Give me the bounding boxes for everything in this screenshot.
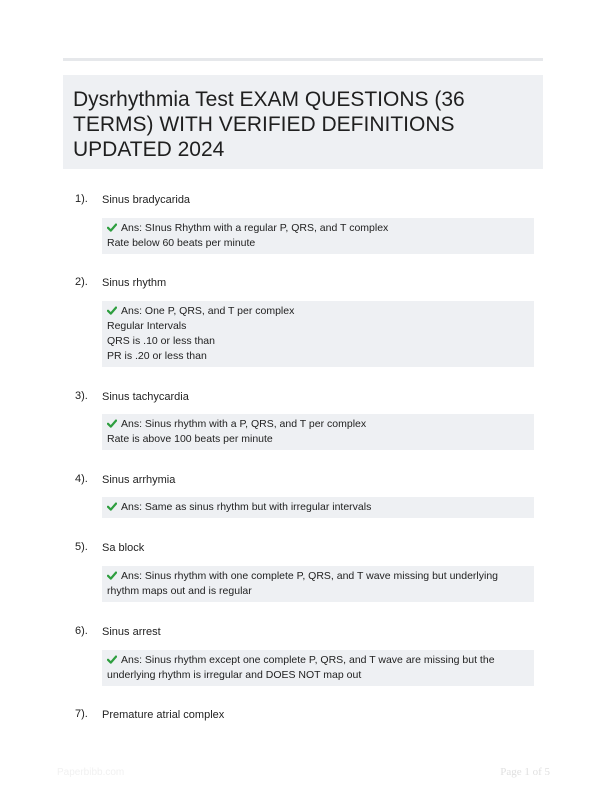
answer-line: rhythm maps out and is regular <box>107 585 252 597</box>
question-number: 7). <box>75 708 88 720</box>
question-number: 1). <box>75 193 88 205</box>
answer-line: Rate is above 100 beats per minute <box>107 433 273 445</box>
question-term: Premature atrial complex <box>102 709 225 721</box>
answer-line: QRS is .10 or less than <box>107 335 215 347</box>
answer-line: Ans: Sinus rhythm with one complete P, QRS, and T wave missing but underlying <box>107 569 528 584</box>
question-number: 6). <box>75 625 88 637</box>
check-icon <box>107 502 117 511</box>
answer-line: Ans: SInus Rhythm with a regular P, QRS, and T complex <box>107 221 528 236</box>
top-divider <box>63 58 543 61</box>
answer-box <box>102 497 534 518</box>
answer-box <box>102 650 534 686</box>
answer-line: Ans: Same as sinus rhythm but with irregular intervals <box>107 500 528 515</box>
answer-box <box>102 218 534 254</box>
question-term: Sinus arrhymia <box>102 474 176 486</box>
question-term: Sinus rhythm <box>102 277 167 289</box>
document-title: Dysrhythmia Test EXAM QUESTIONS (36 TERMS) WITH VERIFIED DEFINITIONS UPDATED 2024 <box>73 88 465 161</box>
answer-line: underlying rhythm is irregular and DOES NOT map out <box>107 669 362 681</box>
answer-line: Ans: Sinus rhythm except one complete P, QRS, and T wave are missing but the <box>107 653 528 668</box>
title-banner <box>63 75 543 169</box>
page-indicator: Page 1 of 5 <box>500 766 550 778</box>
question-term: Sinus bradycarida <box>102 194 191 206</box>
question-term: Sinus tachycardia <box>102 391 189 403</box>
check-icon <box>107 223 117 232</box>
check-icon <box>107 571 117 580</box>
answer-line: Ans: Sinus rhythm with a P, QRS, and T per complex <box>107 417 528 432</box>
check-icon <box>107 655 117 664</box>
question-term: Sa block <box>102 542 145 554</box>
check-icon <box>107 419 117 428</box>
answer-line: Regular Intervals <box>107 320 187 332</box>
answer-box <box>102 566 534 602</box>
answer-box <box>102 301 534 367</box>
footer-watermark: Paperbibb.com <box>57 767 125 778</box>
answer-line: PR is .20 or less than <box>107 350 207 362</box>
answer-line: Rate below 60 beats per minute <box>107 237 256 249</box>
question-number: 4). <box>75 473 88 485</box>
check-icon <box>107 306 117 315</box>
question-number: 2). <box>75 276 88 288</box>
question-term: Sinus arrest <box>102 626 161 638</box>
answer-box <box>102 414 534 450</box>
question-number: 5). <box>75 541 88 553</box>
answer-line: Ans: One P, QRS, and T per complex <box>107 304 528 319</box>
question-number: 3). <box>75 390 88 402</box>
